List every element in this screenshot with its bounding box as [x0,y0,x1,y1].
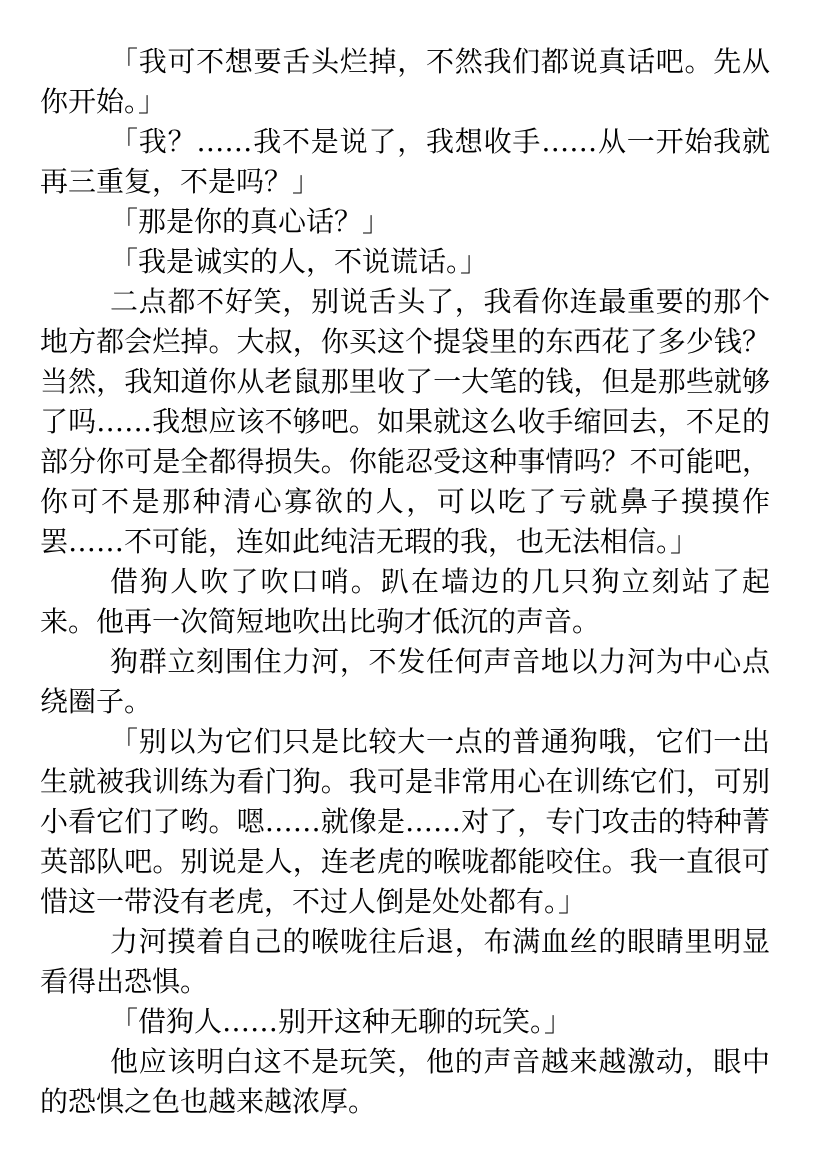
paragraph-dialogue: 「别以为它们只是比较大一点的普通狗哦，它们一出生就被我训练为看门狗。我可是非常用心在训练它们，可别小看它们了哟。嗯……就像是……对了，专门攻击的特种菁英部队吧。别说是人，连老虎的喉咙都能咬住。我一直很可惜这一带没有老虎，不过人倒是处处都有。」 [40,725,770,918]
paragraph-narration: 力河摸着自己的喉咙往后退，布满血丝的眼睛里明显看得出恐惧。 [40,925,770,998]
paragraph-dialogue: 二点都不好笑，别说舌头了，我看你连最重要的那个地方都会烂掉。大叔，你买这个提袋里的东西花了多少钱？当然，我知道你从老鼠那里收了一大笔的钱，但是那些就够了吗……我想应该不够吧。如果就这么收手缩回去，不足的部分你可是全都得损失。你能忍受这种事情吗？不可能吧，你可不是那种清心寡欲的人，可以吃了亏就鼻子摸摸作罢……不可能，连如此纯洁无瑕的我，也无法相信。」 [40,285,770,558]
paragraph-dialogue: 「我可不想要舌头烂掉，不然我们都说真话吧。先从你开始。」 [40,45,770,118]
paragraph-narration: 狗群立刻围住力河，不发任何声音地以力河为中心点绕圈子。 [40,645,770,718]
paragraph-narration: 借狗人吹了吹口哨。趴在墙边的几只狗立刻站了起来。他再一次简短地吹出比驹才低沉的声音。 [40,565,770,638]
paragraph-dialogue: 「借狗人……别开这种无聊的玩笑。」 [110,1005,573,1038]
paragraph-dialogue: 「那是你的真心话？」 [110,205,391,238]
text-column [40,42,770,1122]
paragraph-narration: 他应该明白这不是玩笑，他的声音越来越激动，眼中的恐惧之色也越来越浓厚。 [40,1045,770,1118]
paragraph-dialogue: 「我是诚实的人，不说谎话。」 [110,245,489,278]
paragraph-dialogue: 「我？……我不是说了，我想收手……从一开始我就再三重复，不是吗？」 [40,125,770,198]
